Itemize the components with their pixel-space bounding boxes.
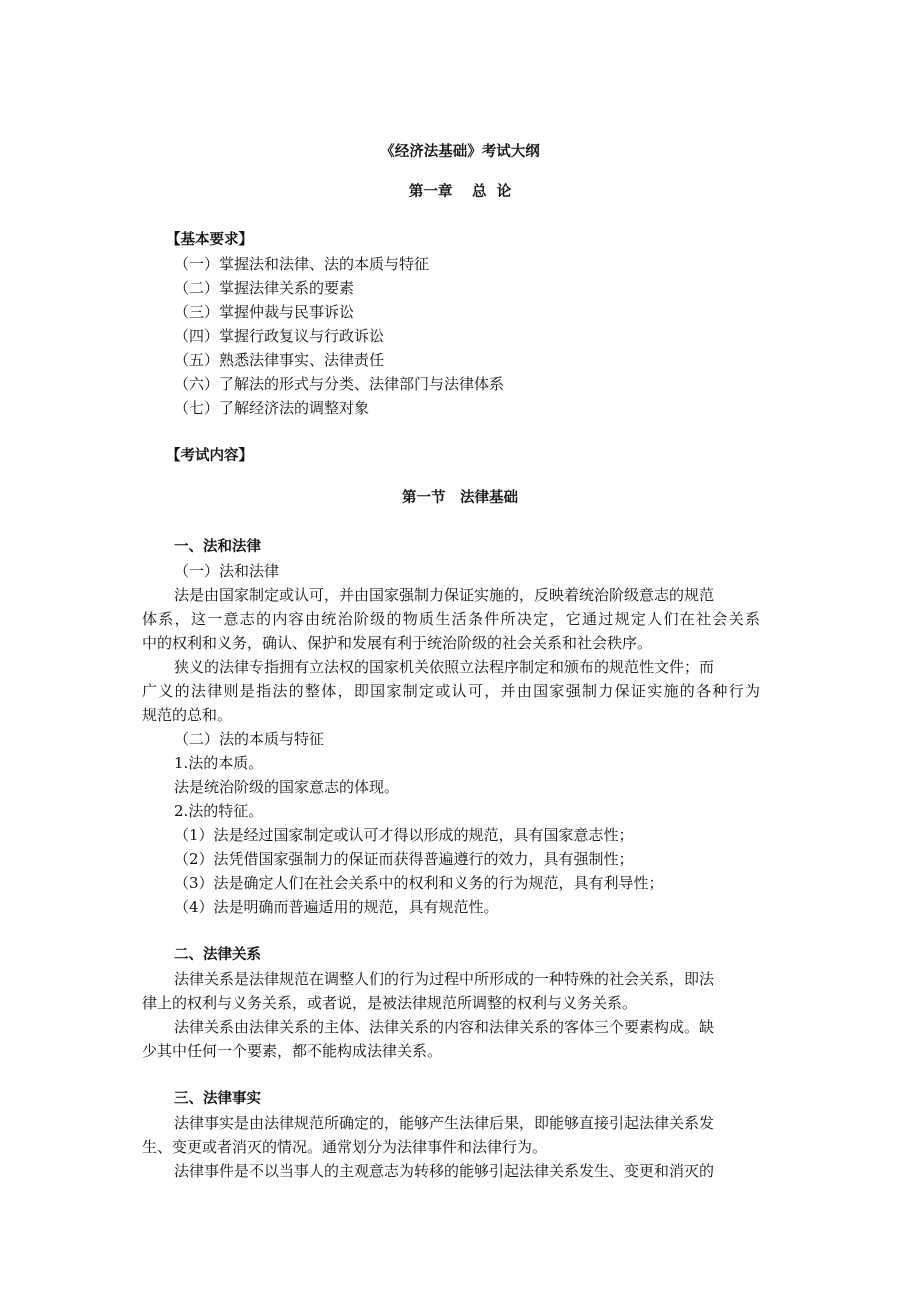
paragraph-line: 中的权利和义务，确认、保护和发展有利于统治阶级的社会关系和社会秩序。 [142,634,653,652]
paragraph-line: 法是统治阶级的国家意志的体现。 [174,778,400,796]
requirement-item: （二）掌握法律关系的要素 [174,279,355,297]
requirement-item: （一）掌握法和法律、法的本质与特征 [174,255,430,273]
feature-item: （1）法是经过国家制定或认可才得以形成的规范，具有国家意志性； [174,826,634,844]
paragraph-line: 法律事实是由法律规范所确定的，能够产生法律后果，即能够直接引起法律关系发 [174,1114,715,1132]
paragraph-line: 律上的权利与义务关系，或者说，是被法律规范所调整的权利与义务关系。 [142,994,638,1012]
paragraph-line: 狭义的法律专指拥有立法权的国家机关依照立法程序制定和颁布的规范性文件；而 [174,658,715,676]
paragraph-line: 法是由国家制定或认可，并由国家强制力保证实施的，反映着统治阶级意志的规范 [174,586,715,604]
subheading: （二）法的本质与特征 [174,730,325,748]
basic-requirements-heading: 【基本要求】 [166,232,253,248]
paragraph-line: 少其中任何一个要素，都不能构成法律关系。 [142,1042,443,1060]
exam-content-heading: 【考试内容】 [166,448,253,464]
paragraph-line: 法律关系由法律关系的主体、法律关系的内容和法律关系的客体三个要素构成。缺 [174,1018,715,1036]
section-heading-law: 一、法和法律 [174,539,261,555]
requirement-item: （四）掌握行政复议与行政诉讼 [174,327,385,345]
subheading: （一）法和法律 [174,562,280,580]
requirement-item: （七）了解经济法的调整对象 [174,399,370,417]
paragraph-line: 规范的总和。 [142,706,233,724]
document-title: 《经济法基础》考试大纲 [380,144,540,160]
feature-item: （3）法是确定人们在社会关系中的权利和义务的行为规范，具有利导性； [174,874,664,892]
requirement-item: （三）掌握仲裁与民事诉讼 [174,303,355,321]
paragraph-line: 生、变更或者消灭的情况。通常划分为法律事件和法律行为。 [142,1138,548,1156]
feature-item: （4）法是明确而普遍适用的规范，具有规范性。 [174,898,499,916]
section-title: 第一节 法律基础 [402,490,518,506]
list-item: 1.法的本质。 [174,754,264,772]
chapter-title: 第一章 总 论 [408,184,512,200]
requirement-item: （六）了解法的形式与分类、法律部门与法律体系 [174,375,505,393]
paragraph-line: 法律事件是不以当事人的主观意志为转移的能够引起法律关系发生、变更和消灭的 [174,1162,715,1180]
paragraph-line: 体系，这一意志的内容由统治阶级的物质生活条件所决定，它通过规定人们在社会关系 [142,610,760,628]
list-item: 2.法的特征。 [174,802,264,820]
section-heading-legal-facts: 三、法律事实 [174,1091,261,1107]
feature-item: （2）法凭借国家强制力的保证而获得普遍遵行的效力，具有强制性； [174,850,634,868]
paragraph-line: 广义的法律则是指法的整体，即国家制定或认可，并由国家强制力保证实施的各种行为 [142,682,760,700]
paragraph-line: 法律关系是法律规范在调整人们的行为过程中所形成的一种特殊的社会关系，即法 [174,970,715,988]
section-heading-legal-relations: 二、法律关系 [174,947,261,963]
requirement-item: （五）熟悉法律事实、法律责任 [174,351,385,369]
